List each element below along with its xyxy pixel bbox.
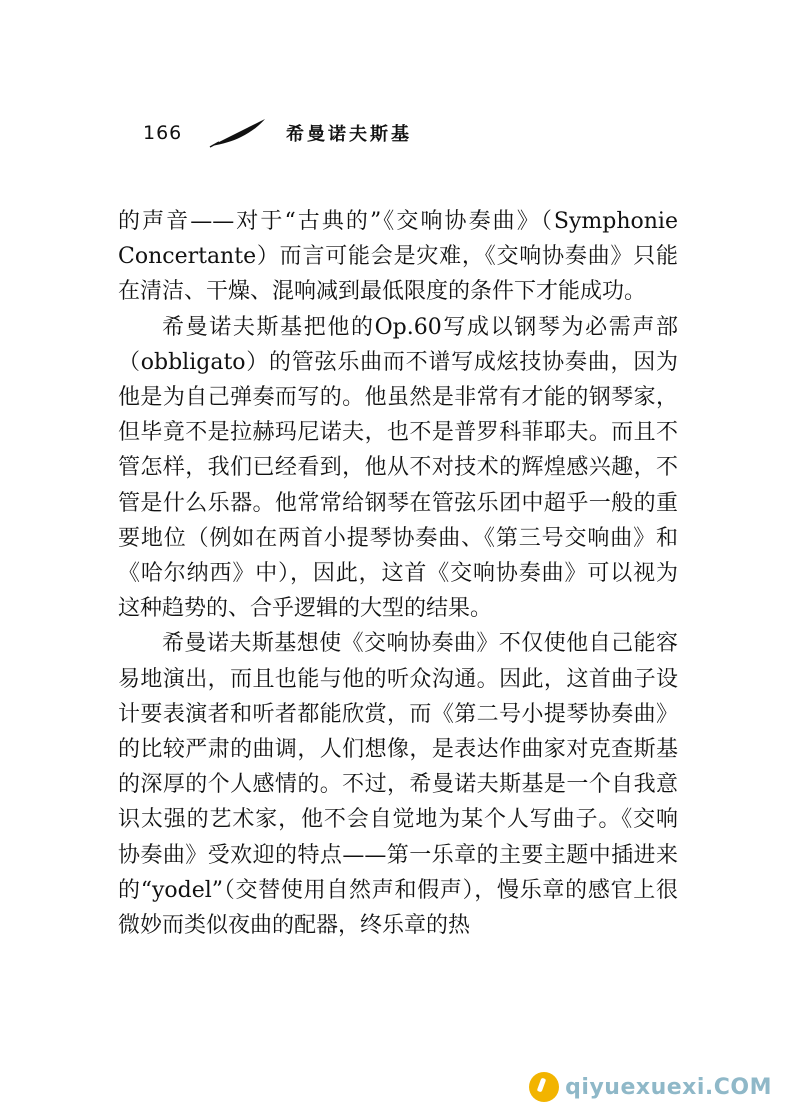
- running-title: 希曼诺夫斯基: [286, 124, 412, 145]
- watermark-text: qiyuexuexi.COM: [565, 1074, 772, 1100]
- quill-icon: [209, 118, 267, 148]
- page-header: [143, 118, 563, 152]
- paragraph-3: 希曼诺夫斯基想使《交响协奏曲》不仅使他自己能容易地演出，而且也能与他的听众沟通。因此，这首曲子设计要表演者和听者都能欣赏，而《第二号小提琴协奏曲》的比较严肃的曲调，人们想像，是表达作曲家对克查斯基的深厚的个人感情的。不过，希曼诺夫斯基是一个自我意识太强的艺术家，他不会自觉地为某个人写曲子。《交响协奏曲》受欢迎的特点——第一乐章的主要主题中插进来的“yodel”（交替使用自然声和假声），慢乐章的感官上很微妙而类似夜曲的配器，终乐章的热: [118, 631, 678, 939]
- paragraph-2: 希曼诺夫斯基把他的Op.60写成以钢琴为必需声部（obbligato）的管弦乐曲而不谱写成炫技协奏曲，因为他是为自己弹奏而写的。他虽然是非常有才能的钢琴家，但毕竟不是拉赫玛尼诺夫，也不是普罗科菲耶夫。而且不管怎样，我们已经看到，他从不对技术的辉煌感兴趣，不管是什么乐器。他常常给钢琴在管弦乐团中超乎一般的重要地位（例如在两首小提琴协奏曲、《第三号交响曲》和《哈尔纳西》中），因此，这首《交响协奏曲》可以视为这种趋势的、合乎逻辑的大型的结果。: [118, 314, 678, 622]
- paragraph-1: 的声音——对于“古典的”《交响协奏曲》（Symphonie Concertante）而言可能会是灾难，《交响协奏曲》只能在清洁、干燥、混响减到最低限度的条件下才能成功。: [118, 209, 678, 305]
- page-number: 166: [143, 122, 183, 144]
- watermark: [529, 1072, 772, 1102]
- body-text: [118, 204, 678, 943]
- watermark-logo-icon: [529, 1072, 559, 1102]
